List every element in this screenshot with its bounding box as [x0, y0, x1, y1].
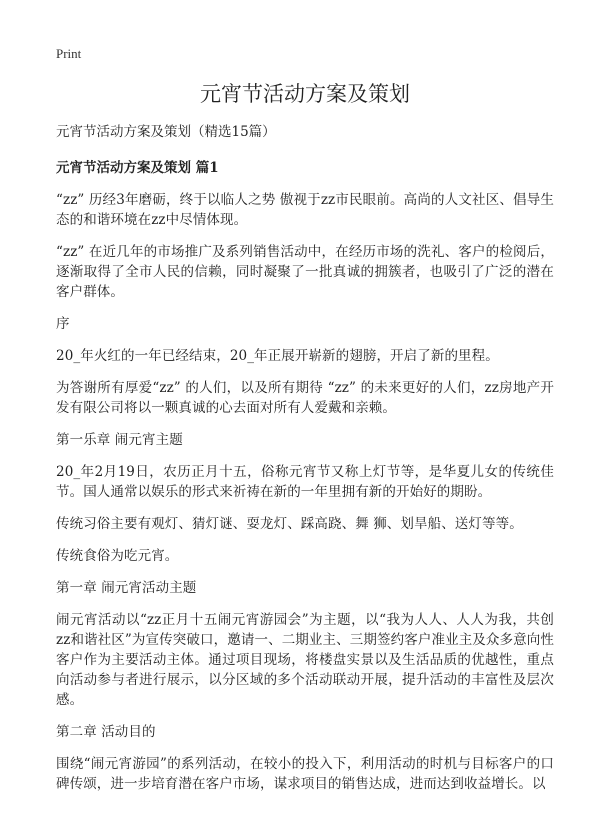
paragraph: 围绕“闹元宵游园”的系列活动，在较小的投入下，利用活动的时机与目标客户的口碑传颂，进一步培育潜在客户市场，谋求项目的销售达成，进而达到收益增长。以	[56, 756, 554, 792]
paragraph: 传统食俗为吃元宵。	[56, 548, 179, 564]
chapter-heading: 第一章 闹元宵活动主题	[56, 580, 197, 596]
paragraph: 为答谢所有厚爱“zz” 的人们，以及所有期待 “zz” 的未来更好的人们，zz房地产开发有限公司将以一颗真诚的心去面对所有人爱戴和亲赖。	[56, 380, 554, 416]
paragraph: “zz” 历经3年磨砺，终于以临人之势 傲视于zz市民眼前。高尚的人文社区、倡导生态的和谐环境在zz中尽情体现。	[56, 192, 554, 228]
document-subtitle: 元宵节活动方案及策划（精选15篇）	[56, 124, 276, 140]
chapter-heading: 第二章 活动目的	[56, 724, 156, 740]
paragraph: 20_年2月19日，农历正月十五，俗称元宵节又称上灯节等，是华夏儿女的传统佳节。国人通常以娱乐的形式来祈祷在新的一年里拥有新的开始好的期盼。	[56, 464, 554, 500]
print-label[interactable]: Print	[56, 46, 82, 61]
chapter-heading: 第一乐章 闹元宵主题	[56, 432, 183, 448]
paragraph: 闹元宵活动以“zz正月十五闹元宵游园会”为主题，以“我为人人、人人为我，共创zz和谐社区”为宣传突破口，邀请一、二期业主、三期签约客户准业主及众多意向性客户作为主要活动主体。通过项目现场，将楼盘实景以及生活品质的优越性，重点向活动参与者进行展示，以分区域的多个活动联动开展，提升活动的丰富性及层次感。	[56, 612, 554, 708]
paragraph: 20_年火红的一年已经结束，20_年正展开崭新的翅膀，开启了新的里程。	[56, 348, 499, 364]
paragraph: 序	[56, 316, 70, 332]
document-title: 元宵节活动方案及策划	[200, 82, 410, 106]
section-heading: 元宵节活动方案及策划 篇1	[56, 160, 219, 176]
paragraph: 传统习俗主要有观灯、猜灯谜、耍龙灯、踩高跷、舞 狮、划旱船、送灯等等。	[56, 516, 523, 532]
paragraph: “zz” 在近几年的市场推广及系列销售活动中，在经历市场的洗礼、客户的检阅后，逐渐取得了全市人民的信赖，同时凝聚了一批真诚的拥簇者，也吸引了广泛的潜在客户群体。	[56, 244, 554, 300]
